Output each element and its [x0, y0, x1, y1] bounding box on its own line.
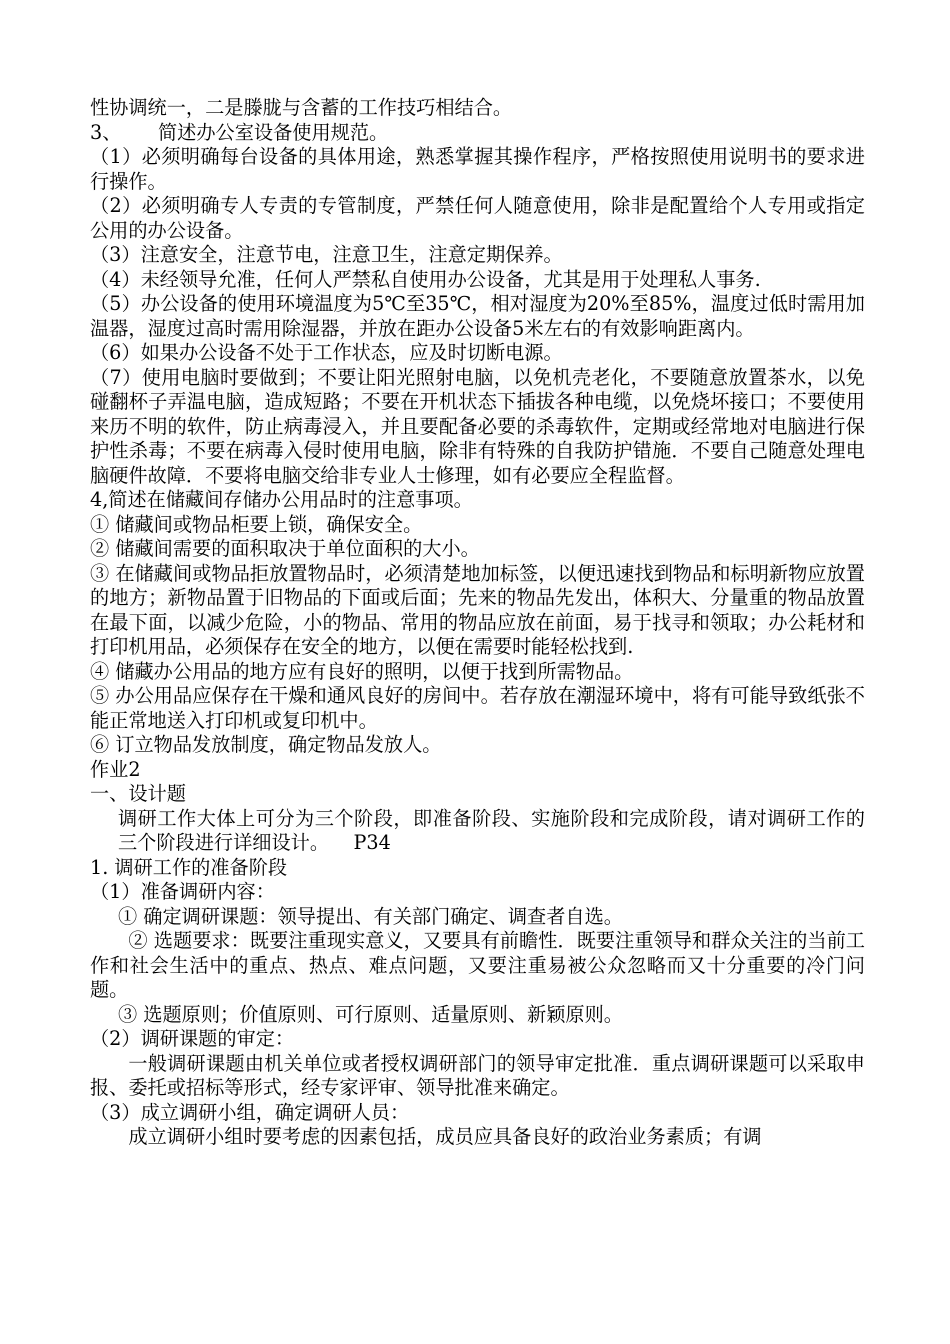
section-heading: 3、 简述办公室设备使用规范。 [90, 120, 389, 144]
list-item: ① 确定调研课题：领导提出、有关部门确定、调查者自选。 [118, 904, 623, 928]
list-item: ② 选题要求：既要注重现实意义，又要具有前瞻性．既要注重领导和群众关注的当前工作和社会生活中的重点、热点、难点问题，又要注重易被公众忽略而又十分重要的冷门问题。 [90, 929, 865, 1001]
paragraph: 成立调研小组时要考虑的因素包括，成员应具备良好的政治业务素质；有调 [128, 1125, 762, 1148]
list-item: （6）如果办公设备不处于工作状态，应及时切断电源。 [90, 341, 563, 364]
list-item: （2）调研课题的审定： [90, 1027, 295, 1050]
list-item: ① 储藏间或物品柜要上锁，确保安全。 [90, 512, 423, 536]
list-item: （2）必须明确专人专责的专管制度，严禁任何人随意使用，除非是配置给个人专用或指定公用的办公设备。 [90, 194, 865, 242]
list-item: ③ 在储藏间或物品拒放置物品时，必须清楚地加标签，以便迅速找到物品和标明新物应放置的地方；新物品置于旧物品的下面或后面；先来的物品先发出，体积大、分量重的物品放置在最下面，以减少危险，小的物品、常用的物品应放在前面，易于找寻和领取；办公耗材和打印机用品，必须保存在安全的地方，以便在需要时能轻松找到. [90, 561, 865, 658]
list-item: ⑤ 办公用品应保存在干燥和通风良好的房间中。若存放在潮湿环境中，将有可能导致纸张不能正常地送入打印机或复印机中。 [90, 684, 865, 732]
paragraph: 一般调研课题由机关单位或者授权调研部门的领导审定批准．重点调研课题可以采取申报、委托或招标等形式，经专家评审、领导批准来确定。 [90, 1051, 865, 1099]
subsection-heading: 1. 调研工作的准备阶段 [90, 855, 288, 879]
list-item: （3）成立调研小组，确定调研人员： [90, 1100, 410, 1124]
list-item: ③ 选题原则；价值原则、可行原则、适量原则、新颖原则。 [118, 1002, 623, 1026]
assignment-heading: 作业2 [90, 757, 141, 781]
list-item: ② 储藏间需要的面积取决于单位面积的大小。 [90, 537, 480, 560]
paragraph: 性协调统一，二是滕胧与含蓄的工作技巧相结合。 [90, 96, 513, 119]
list-item: （1）必须明确每台设备的具体用途，熟悉掌握其操作程序，严格按照使用说明书的要求进行操作。 [90, 145, 865, 193]
list-item: （4）未经领导允准，任何人严禁私自使用办公设备，尤其是用于处理私人事务. [90, 267, 761, 291]
list-item: ⑥ 订立物品发放制度，确定物品发放人。 [90, 733, 442, 756]
document-body [90, 96, 865, 1150]
question-text: 调研工作大体上可分为三个阶段，即准备阶段、实施阶段和完成阶段，请对调研工作的三个阶段进行详细设计。 P34 [118, 806, 865, 854]
list-item: （1）准备调研内容： [90, 880, 275, 903]
section-heading: 4,简述在储藏间存储办公用品时的注意事项。 [90, 488, 473, 511]
section-heading: 一、设计题 [90, 782, 186, 805]
list-item: （3）注意安全，注意节电，注意卫生，注意定期保养。 [90, 243, 563, 266]
list-item: ④ 储藏办公用品的地方应有良好的照明，以便于找到所需物品。 [90, 659, 634, 683]
list-item: （7）使用电脑时要做到；不要让阳光照射电脑，以免机壳老化，不要随意放置茶水，以免碰翻杯子弄温电脑，造成短路；不要在开机状态下插拔各种电缆，以免烧坏接口；不要使用来历不明的软件，防止病毒浸入，并且要配备必要的杀毒软件，定期或经常地对电脑进行保护性杀毒；不要在病毒入侵时使用电脑，除非有特殊的自我防护错施．不要自己随意处理电脑硬件故障．不要将电脑交给非专业人士修理，如有必要应全程监督。 [90, 365, 865, 487]
list-item: （5）办公设备的使用环境温度为5℃至35℃，相对湿度为20%至85%，温度过低时需用加温器，湿度过高时需用除湿器，并放在距办公设备5米左右的有效影响距离内。 [90, 292, 865, 340]
